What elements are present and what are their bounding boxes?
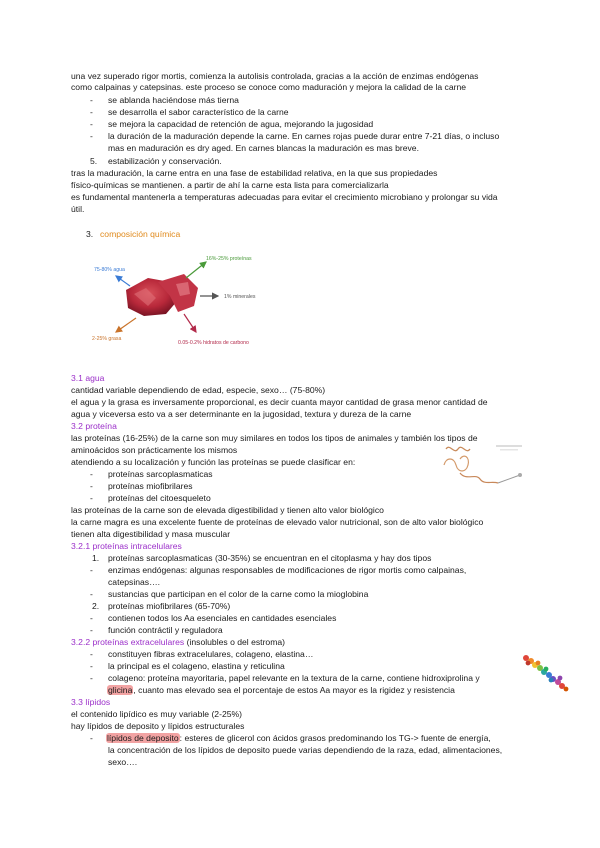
bullet-dash: - [90, 613, 93, 623]
after-line-1: tras la maduración, la carne entra en una fase de estabilidad relativa, en la que sus propiedades [71, 168, 438, 178]
s321-item-2b: función contráctil y reguladora [108, 625, 223, 635]
bullet-dash: - [90, 661, 93, 671]
s322-item-1: constituyen fibras extracelulares, colageno, elastina… [108, 649, 314, 659]
s32-line-3: atendiendo a su localización y función las proteínas se puede clasificar en: [71, 457, 356, 467]
s322-item-3: colageno: proteína mayoritaria, papel relevante en la textura de la carne, contiene hidroxiprolina y [108, 673, 480, 683]
label-grasa: 2-25% grasa [92, 336, 122, 342]
label-minerales: 1% minerales [224, 294, 256, 300]
bullet-dash: - [90, 649, 93, 659]
s32-line-5: la carne magra es una excelente fuente de proteínas de elevado valor nutricional, son de alto valor biológico [71, 517, 484, 527]
s322-item-3-cont [107, 685, 455, 696]
s33-line-2: hay lípidos de deposito y lípidos estructurales [71, 721, 245, 731]
s32-line-2: aminoácidos son prácticamente los mismos [71, 445, 238, 455]
lipidos-deposito-highlight: lípidos de deposito [107, 733, 179, 743]
section-number: 3. [86, 229, 94, 239]
protein-structure-illustration [440, 443, 528, 493]
bullet-dash: - [90, 469, 93, 479]
s321-item-1: proteínas sarcoplasmaticas (30-35%) se encuentran en el citoplasma y hay dos tipos [108, 553, 432, 563]
meat-image [126, 274, 198, 316]
step-text: estabilización y conservación. [108, 156, 222, 166]
heading-3-2-1: 3.2.1 proteínas intracelulares [71, 541, 182, 551]
s31-line-3: agua y viceversa esto va a ser determinante en la jugosidad, textura y dureza de la carne [71, 409, 412, 419]
s321-item-1b: sustancias que participan en el color de la carne como la mioglobina [108, 589, 369, 599]
s33-item-1-line-2: la concentración de los lípidos de deposito puede varias dependiendo de la raza, edad, alimentaciones, [108, 745, 503, 755]
bullet-dash: - [90, 565, 93, 575]
s321-item-1a: enzimas endógenas: algunas responsables de modificaciones de rigor mortis como calpainas, [108, 565, 467, 575]
protein-type: proteínas del citoesqueleto [108, 493, 211, 503]
s31-line-2: el agua y la grasa es inversamente proporcional, es decir cuanta mayor cantidad de grasa menor cantidad de [71, 397, 488, 407]
maduracion-item: se mejora la capacidad de retención de agua, mejorando la jugosidad [108, 119, 374, 129]
bullet-dash: - [90, 625, 93, 635]
s33-item-1-rest: : esteres de glicerol con ácidos grasos predominando los TG-> fuente de energía, [179, 733, 491, 743]
s32-line-4: las proteínas de la carne son de elevada digestibilidad y tienen alto valor biológico [71, 505, 384, 515]
s33-item-1-line-3: sexo…. [108, 757, 138, 767]
s32-line-1: las proteínas (16-25%) de la carne son muy similares en todos los tipos de animales y también los tipos de [71, 433, 478, 443]
s322-item-2: la principal es el colageno, elastina y reticulina [108, 661, 285, 671]
bullet-dash: - [90, 481, 93, 491]
after-line-2: físico-químicas se mantienen. a partir de ahí la carne esta lista para comercializarla [71, 180, 389, 190]
after-line-3: es fundamental mantenerla a temperaturas adecuadas para evitar el crecimiento microbiano y prolongar su vida [71, 192, 498, 202]
heading-3-2-2-row [71, 637, 285, 648]
heading-3-2: 3.2 proteína [71, 421, 117, 431]
step-number: 5. [90, 156, 98, 166]
s33-item-1 [106, 733, 491, 744]
bullet-dash: - [90, 589, 93, 599]
bullet-dash: - [90, 119, 93, 129]
after-line-4: útil. [71, 204, 85, 214]
label-agua: 75-80% agua [94, 267, 125, 273]
maduracion-item: la duración de la maduración depende la carne. En carnes rojas puede durar entre 7-21 días, o incluso [108, 131, 500, 141]
section-title: composición química [100, 229, 181, 239]
bullet-dash: - [90, 733, 93, 743]
label-hidratos: 0.05-0.2% hidratos de carbono [178, 340, 249, 346]
heading-3-3: 3.3 lípidos [71, 697, 111, 707]
s321-item-2a: contienen todos los Aa esenciales en cantidades esenciales [108, 613, 337, 623]
label-proteinas: 16%-25% proteínas [206, 256, 252, 262]
maduracion-item: se desarrolla el sabor característico de la carne [108, 107, 289, 117]
s32-line-6: tienen alta digestibilidad y masa muscular [71, 529, 231, 539]
bullet-dash: - [90, 131, 93, 141]
maduracion-item-cont: mas en maduración es dry aged. En carnes blancas la maduración es mas breve. [108, 143, 419, 153]
bullet-dash: - [90, 107, 93, 117]
heading-3-2-2-suffix: (insolubles o del estroma) [186, 637, 286, 647]
intro-line-2: como calpainas y catepsinas. este proceso se conoce como maduración y mejora la calidad de la carne [71, 82, 467, 92]
protein-type: proteínas sarcoplasmaticas [108, 469, 213, 479]
glicina-highlight: glicina [108, 685, 133, 695]
list-number: 2. [92, 601, 100, 611]
collagen-helix-illustration [520, 650, 572, 696]
s33-line-1: el contenido lipídico es muy variable (2-25%) [71, 709, 243, 719]
intro-line-1: una vez superado rigor mortis, comienza la autolisis controlada, gracias a la acción de enzimas endógenas [71, 71, 479, 81]
maduracion-item: se ablanda haciéndose más tierna [108, 95, 239, 105]
protein-type: proteínas miofibrilares [108, 481, 193, 491]
bullet-dash: - [90, 673, 93, 683]
s31-line-1: cantidad variable dependiendo de edad, especie, sexo… (75-80%) [71, 385, 326, 395]
s321-item-1a-cont: catepsinas…. [108, 577, 161, 587]
bullet-dash: - [90, 493, 93, 503]
s322-item-3-rest: , cuanto mas elevado sea el porcentaje de estos Aa mayor es la rigidez y resistencia [133, 685, 455, 695]
composition-figure [86, 248, 286, 352]
list-number: 1. [92, 553, 100, 563]
bullet-dash: - [90, 95, 93, 105]
s321-item-2: proteínas miofibrilares (65-70%) [108, 601, 231, 611]
heading-3-2-2: 3.2.2 proteínas extracelulares [71, 637, 185, 647]
heading-3-1: 3.1 agua [71, 373, 105, 383]
